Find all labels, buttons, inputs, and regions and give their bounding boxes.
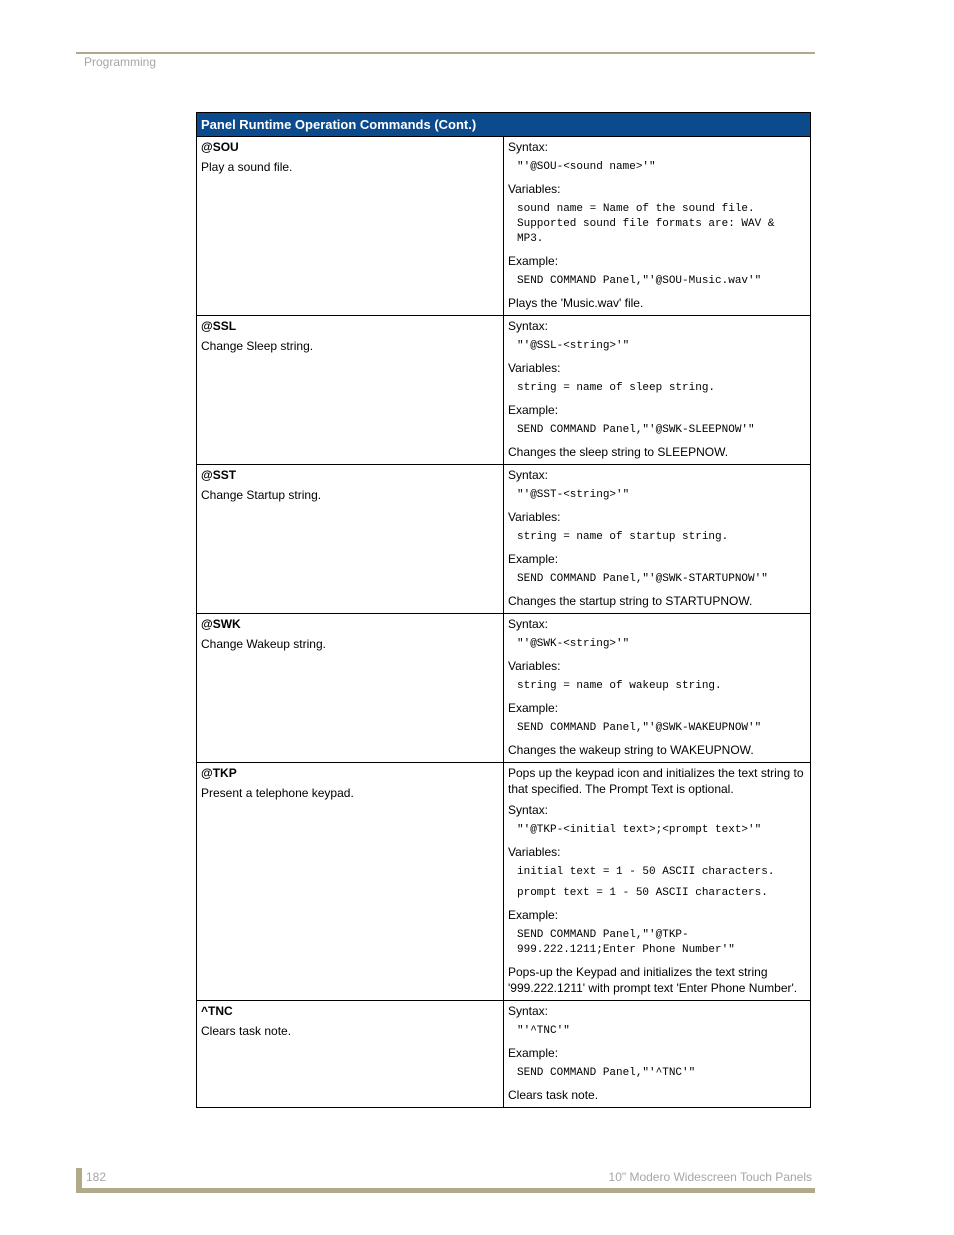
code-line: SEND COMMAND Panel,"'@SOU-Music.wav'": [517, 275, 762, 287]
command-name: @TKP: [201, 766, 237, 780]
table-row: [197, 137, 811, 316]
code-line: "'@SOU-<sound name>'": [517, 161, 656, 173]
command-cell: [197, 763, 504, 1001]
commands-table: [196, 112, 811, 1108]
code-line: SEND COMMAND Panel,"'@TKP-999.222.1211;Enter Phone Number'": [517, 929, 735, 956]
footer-rule: [76, 1188, 815, 1193]
command-cell: [197, 614, 504, 763]
code-line: SEND COMMAND Panel,"'@SWK-SLEEPNOW'": [517, 424, 755, 436]
code-line: "'^TNC'": [517, 1025, 570, 1037]
detail-text: Pops up the keypad icon and initializes the text string to that specified. The Prompt Text is optional.: [508, 766, 804, 796]
command-details-cell: [504, 137, 811, 316]
detail-text: Variables:: [508, 182, 561, 196]
detail-text: Variables:: [508, 361, 561, 375]
command-name: @SOU: [201, 140, 239, 154]
detail-text: Example:: [508, 1046, 559, 1060]
code-line: SEND COMMAND Panel,"'@SWK-STARTUPNOW'": [517, 573, 768, 585]
command-name: @SSL: [201, 319, 237, 333]
section-label: Programming: [84, 55, 157, 69]
code-line: "'@SWK-<string>'": [517, 638, 630, 650]
detail-text: Syntax:: [508, 1004, 549, 1018]
header-rule: [76, 52, 815, 54]
command-cell: [197, 137, 504, 316]
detail-text: Changes the wakeup string to WAKEUPNOW.: [508, 743, 754, 757]
command-description: Clears task note.: [201, 1024, 292, 1038]
command-details-cell: [504, 763, 811, 1001]
detail-text: Changes the startup string to STARTUPNOW.: [508, 594, 753, 608]
command-cell: [197, 316, 504, 465]
code-line: SEND COMMAND Panel,"'^TNC'": [517, 1067, 696, 1079]
table-row: [197, 1001, 811, 1108]
detail-text: Changes the sleep string to SLEEPNOW.: [508, 445, 729, 459]
code-line: sound name = Name of the sound file. Supported sound file formats are: WAV & MP3.: [517, 203, 782, 245]
detail-text: Pops-up the Keypad and initializes the text string '999.222.1211' with prompt text 'Enter Phone Number'.: [508, 965, 798, 995]
table-title: Panel Runtime Operation Commands (Cont.): [197, 113, 811, 137]
detail-text: Variables:: [508, 510, 561, 524]
page-number: 182: [86, 1170, 107, 1184]
code-line: "'@TKP-<initial text>;<prompt text>'": [517, 824, 762, 836]
detail-text: Example:: [508, 908, 559, 922]
command-description: Play a sound file.: [201, 160, 293, 174]
command-description: Change Sleep string.: [201, 339, 314, 353]
code-line: prompt text = 1 - 50 ASCII characters.: [517, 887, 768, 899]
command-name: @SWK: [201, 617, 241, 631]
code-line: "'@SSL-<string>'": [517, 340, 630, 352]
table-row: [197, 614, 811, 763]
detail-text: Syntax:: [508, 617, 549, 631]
table-row: [197, 316, 811, 465]
command-details-cell: [504, 614, 811, 763]
command-description: Change Wakeup string.: [201, 637, 326, 651]
table-row: [197, 763, 811, 1001]
code-line: "'@SST-<string>'": [517, 489, 630, 501]
detail-text: Example:: [508, 254, 559, 268]
detail-text: Plays the 'Music.wav' file.: [508, 296, 644, 310]
code-line: SEND COMMAND Panel,"'@SWK-WAKEUPNOW'": [517, 722, 762, 734]
detail-text: Syntax:: [508, 319, 549, 333]
commands-table-body: [197, 137, 811, 1108]
code-line: initial text = 1 - 50 ASCII characters.: [517, 866, 775, 878]
detail-text: Syntax:: [508, 140, 549, 154]
detail-text: Variables:: [508, 659, 561, 673]
detail-text: Syntax:: [508, 803, 549, 817]
code-line: string = name of wakeup string.: [517, 680, 722, 692]
command-description: Present a telephone keypad.: [201, 786, 354, 800]
code-line: string = name of sleep string.: [517, 382, 716, 394]
command-cell: [197, 465, 504, 614]
detail-text: Example:: [508, 403, 559, 417]
command-details-cell: [504, 1001, 811, 1108]
code-line: string = name of startup string.: [517, 531, 729, 543]
detail-text: Example:: [508, 552, 559, 566]
document-title: 10" Modero Widescreen Touch Panels: [608, 1170, 812, 1184]
command-description: Change Startup string.: [201, 488, 322, 502]
detail-text: Syntax:: [508, 468, 549, 482]
command-cell: [197, 1001, 504, 1108]
table-row: [197, 465, 811, 614]
command-name: ^TNC: [201, 1004, 233, 1018]
detail-text: Variables:: [508, 845, 561, 859]
detail-text: Example:: [508, 701, 559, 715]
command-name: @SST: [201, 468, 237, 482]
command-details-cell: [504, 316, 811, 465]
detail-text: Clears task note.: [508, 1088, 599, 1102]
command-details-cell: [504, 465, 811, 614]
